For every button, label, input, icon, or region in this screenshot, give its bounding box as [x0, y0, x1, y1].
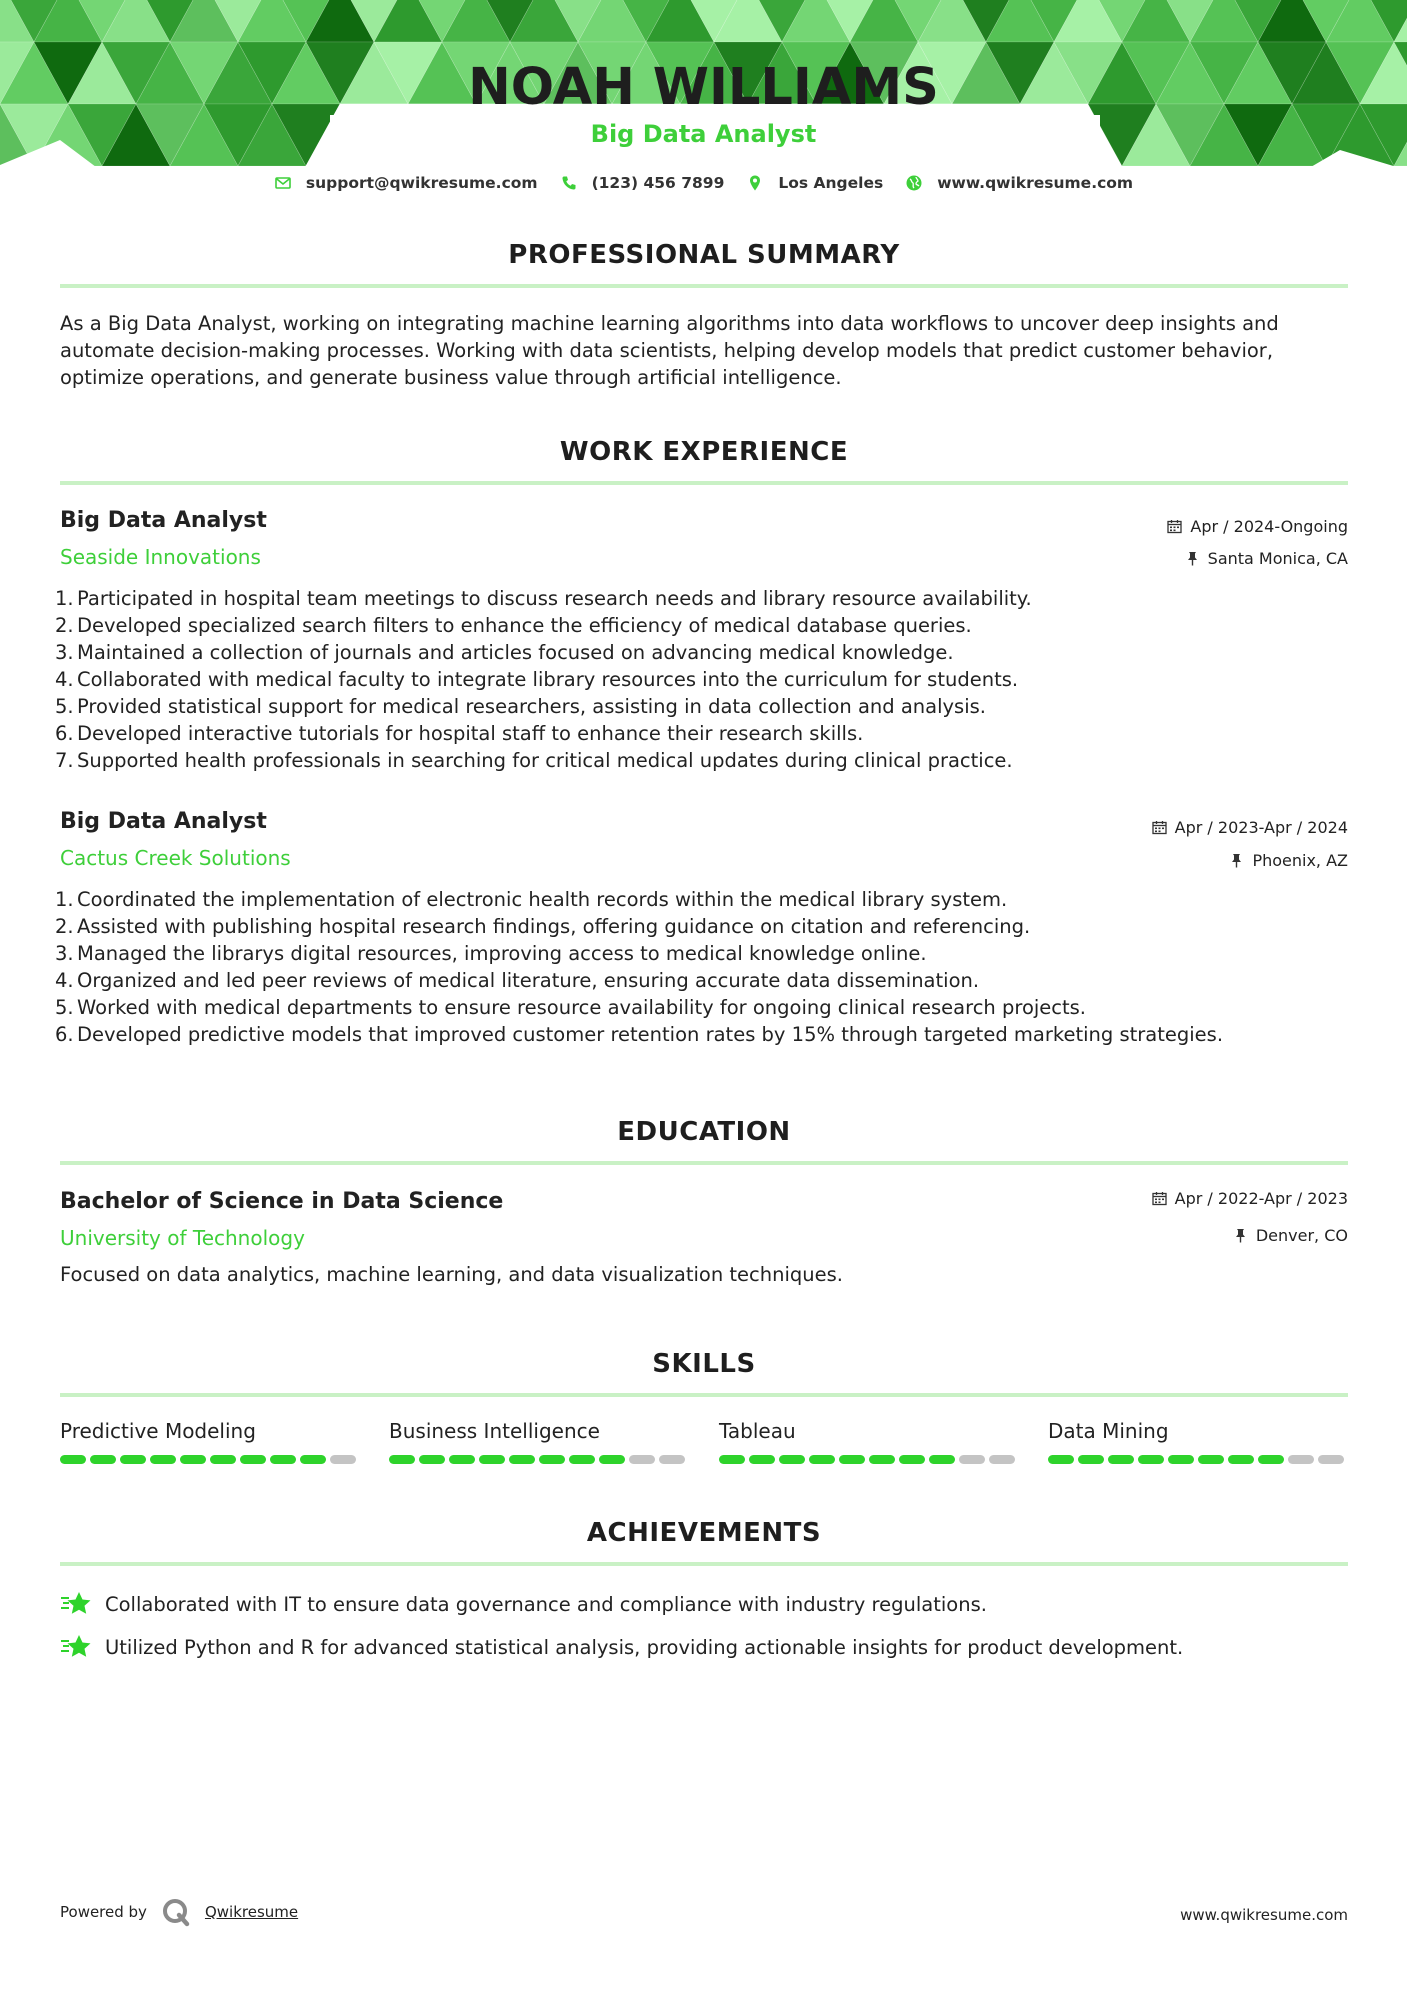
- skill-name: Predictive Modeling: [60, 1419, 256, 1443]
- experience-heading: WORK EXPERIENCE: [559, 437, 849, 467]
- calendar-icon: [1152, 820, 1167, 835]
- education-location: [1233, 1226, 1348, 1245]
- achievement-item: [60, 1632, 1183, 1662]
- list-item: 1. Participated in hospital team meetings to discuss research needs and library resource availability.: [55, 587, 1032, 610]
- skill-segment: [1138, 1455, 1164, 1464]
- job-title: Big Data Analyst: [60, 809, 267, 834]
- job-location-text: Santa Monica, CA: [1207, 549, 1348, 568]
- skill-segment: [150, 1455, 176, 1464]
- powered-by-label: Powered by: [60, 1903, 147, 1921]
- skill-item: [719, 1419, 1019, 1464]
- achievements-heading: ACHIEVEMENTS: [586, 1518, 822, 1548]
- map-pin-icon: [746, 174, 764, 192]
- skill-segment: [389, 1455, 415, 1464]
- candidate-title: Big Data Analyst: [590, 120, 817, 148]
- education-heading: EDUCATION: [617, 1117, 791, 1147]
- education-description: Focused on data analytics, machine learning, and data visualization techniques.: [60, 1263, 843, 1286]
- contact-location-text: Los Angeles: [778, 174, 884, 192]
- skill-level-bar: [1048, 1455, 1348, 1464]
- job-dates: [1152, 818, 1348, 837]
- skill-segment: [1318, 1455, 1344, 1464]
- skill-segment: [1078, 1455, 1104, 1464]
- pushpin-icon: [1185, 551, 1200, 566]
- skill-segment: [120, 1455, 146, 1464]
- skill-name: Tableau: [719, 1419, 796, 1443]
- pushpin-icon: [1233, 1228, 1248, 1243]
- achievements-divider: [60, 1562, 1348, 1566]
- contact-phone-text: (123) 456 7899: [591, 174, 725, 192]
- list-item: 5. Provided statistical support for medical researchers, assisting in data collection and analysis.: [55, 695, 986, 718]
- skill-segment: [60, 1455, 86, 1464]
- skill-segment: [210, 1455, 236, 1464]
- qwikresume-link[interactable]: Qwikresume: [204, 1903, 299, 1921]
- job-bullets: [55, 585, 1355, 774]
- skill-segment: [449, 1455, 475, 1464]
- skill-segment: [719, 1455, 745, 1464]
- candidate-name: NOAH WILLIAMS: [468, 58, 939, 117]
- calendar-icon: [1167, 519, 1182, 534]
- job-bullets: [55, 886, 1355, 1048]
- skill-segment: [869, 1455, 895, 1464]
- calendar-icon: [1152, 1191, 1167, 1206]
- star-icon: [60, 1632, 94, 1662]
- skill-segment: [1168, 1455, 1194, 1464]
- skill-segment: [1288, 1455, 1314, 1464]
- skill-segment: [240, 1455, 266, 1464]
- contact-phone[interactable]: [560, 174, 725, 192]
- skill-segment: [1198, 1455, 1224, 1464]
- pushpin-icon: [1229, 853, 1244, 868]
- contact-website[interactable]: [905, 174, 1133, 192]
- skill-segment: [629, 1455, 655, 1464]
- skill-level-bar: [60, 1455, 360, 1464]
- skill-segment: [749, 1455, 775, 1464]
- skill-name: Business Intelligence: [389, 1419, 600, 1443]
- list-item: 7. Supported health professionals in searching for critical medical updates during clinical practice.: [55, 749, 1013, 772]
- experience-divider: [60, 481, 1348, 485]
- job-dates-text: Apr / 2023-Apr / 2024: [1174, 818, 1348, 837]
- contact-location: [746, 174, 883, 192]
- skill-segment: [659, 1455, 685, 1464]
- list-item: 4. Collaborated with medical faculty to integrate library resources into the curriculum for students.: [55, 668, 1019, 691]
- footer-site-link[interactable]: www.qwikresume.com: [1180, 1906, 1348, 1924]
- list-item: 3. Maintained a collection of journals and articles focused on advancing medical knowledge.: [55, 641, 954, 664]
- achievement-item: [60, 1589, 987, 1619]
- job-dates-text: Apr / 2024-Ongoing: [1190, 517, 1348, 536]
- skill-segment: [1108, 1455, 1134, 1464]
- qwikresume-logo-icon: [161, 1897, 191, 1927]
- company-name: Seaside Innovations: [60, 545, 261, 569]
- skill-segment: [419, 1455, 445, 1464]
- skill-segment: [959, 1455, 985, 1464]
- company-name: Cactus Creek Solutions: [60, 846, 291, 870]
- list-item: 6. Developed interactive tutorials for hospital staff to enhance their research skills.: [55, 722, 864, 745]
- education-dates-text: Apr / 2022-Apr / 2023: [1174, 1189, 1348, 1208]
- list-item: 6. Developed predictive models that improved customer retention rates by 15% through targeted marketing strategies.: [55, 1023, 1224, 1046]
- skill-segment: [330, 1455, 356, 1464]
- footer-powered-by: [60, 1897, 298, 1927]
- achievement-text: Utilized Python and R for advanced statistical analysis, providing actionable insights for product development.: [105, 1635, 1184, 1659]
- skill-level-bar: [719, 1455, 1019, 1464]
- list-item: 2. Assisted with publishing hospital research findings, offering guidance on citation and referencing.: [55, 915, 1031, 938]
- list-item: 2. Developed specialized search filters to enhance the efficiency of medical database queries.: [55, 614, 972, 637]
- skill-segment: [90, 1455, 116, 1464]
- education-location-text: Denver, CO: [1255, 1226, 1348, 1245]
- envelope-icon: [274, 174, 292, 192]
- job-title: Big Data Analyst: [60, 508, 267, 533]
- skill-level-bar: [389, 1455, 689, 1464]
- skill-segment: [989, 1455, 1015, 1464]
- school-name: University of Technology: [60, 1226, 305, 1250]
- skill-segment: [899, 1455, 925, 1464]
- skill-segment: [809, 1455, 835, 1464]
- skill-segment: [779, 1455, 805, 1464]
- job-dates: [1167, 517, 1348, 536]
- contact-website-text: www.qwikresume.com: [937, 174, 1134, 192]
- globe-icon: [905, 174, 923, 192]
- job-location-text: Phoenix, AZ: [1252, 851, 1348, 870]
- skill-segment: [509, 1455, 535, 1464]
- job-location: [1185, 549, 1348, 568]
- summary-heading: PROFESSIONAL SUMMARY: [508, 240, 900, 270]
- job-location: [1229, 851, 1348, 870]
- summary-text: As a Big Data Analyst, working on integrating machine learning algorithms into data workflows to uncover deep insights and automate decision-making processes. Working with data scientists, helping develop models that predict customer behavior, optimize operations, and generate business value through artificial intelligence.: [60, 312, 1279, 389]
- skill-segment: [569, 1455, 595, 1464]
- skill-name: Data Mining: [1048, 1419, 1169, 1443]
- skills-heading: SKILLS: [652, 1349, 756, 1379]
- contact-email[interactable]: [274, 174, 538, 192]
- list-item: 5. Worked with medical departments to ensure resource availability for ongoing clinical research projects.: [55, 996, 1087, 1019]
- phone-icon: [560, 174, 578, 192]
- contact-email-text: support@qwikresume.com: [305, 174, 538, 192]
- skill-segment: [1048, 1455, 1074, 1464]
- education-divider: [60, 1161, 1348, 1165]
- skill-segment: [839, 1455, 865, 1464]
- skill-segment: [300, 1455, 326, 1464]
- skill-segment: [1228, 1455, 1254, 1464]
- skill-segment: [1258, 1455, 1284, 1464]
- summary-divider: [60, 284, 1348, 288]
- skill-segment: [479, 1455, 505, 1464]
- education-dates: [1152, 1189, 1348, 1208]
- skill-item: [60, 1419, 360, 1464]
- achievement-text: Collaborated with IT to ensure data governance and compliance with industry regulations.: [105, 1592, 987, 1616]
- contact-bar: [0, 174, 1407, 192]
- list-item: 1. Coordinated the implementation of electronic health records within the medical library system.: [55, 888, 1008, 911]
- skill-segment: [599, 1455, 625, 1464]
- list-item: 4. Organized and led peer reviews of medical literature, ensuring accurate data dissemination.: [55, 969, 980, 992]
- list-item: 3. Managed the librarys digital resources, improving access to medical knowledge online.: [55, 942, 927, 965]
- skill-segment: [929, 1455, 955, 1464]
- degree-title: Bachelor of Science in Data Science: [60, 1189, 504, 1214]
- skill-segment: [270, 1455, 296, 1464]
- skill-segment: [180, 1455, 206, 1464]
- skill-segment: [539, 1455, 565, 1464]
- skills-divider: [60, 1393, 1348, 1397]
- star-icon: [60, 1589, 94, 1619]
- skill-item: [1048, 1419, 1348, 1464]
- skill-item: [389, 1419, 689, 1464]
